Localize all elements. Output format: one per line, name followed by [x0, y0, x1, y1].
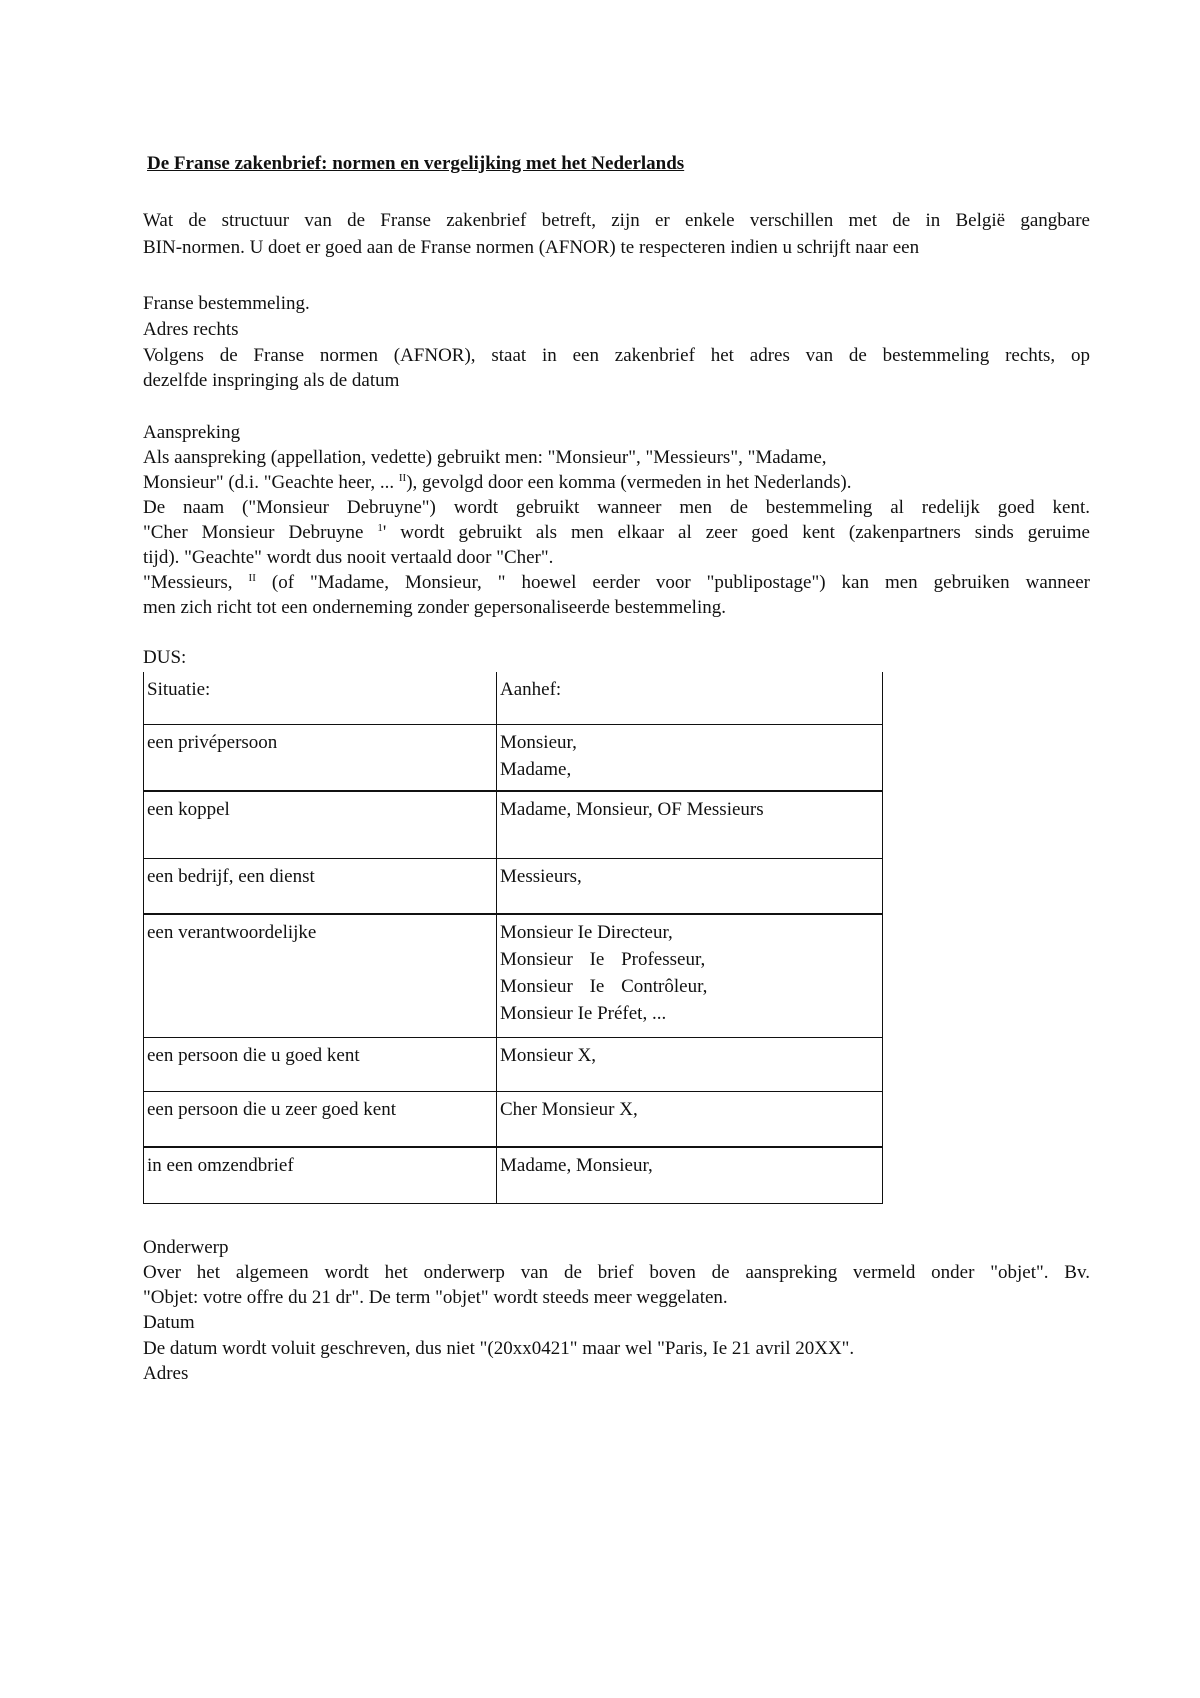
table-cell-situatie: een privépersoon	[144, 724, 497, 791]
aanspreking-line-1: Als aanspreking (appellation, vedette) gebruikt men: "Monsieur", "Messieurs", "Madame,	[143, 447, 827, 468]
footnote-marker: 1	[377, 522, 383, 534]
aanspreking-line-2	[143, 471, 852, 495]
footnote-marker: II	[398, 472, 407, 484]
aanhef-table	[143, 672, 883, 1204]
aanspreking-line-6-part-a: "Messieurs,	[143, 572, 249, 593]
aanhef-line: Madame,	[500, 758, 572, 780]
aanhef-line: Messieurs,	[500, 865, 582, 887]
dus-label: DUS:	[143, 647, 187, 668]
aanspreking-line-2-part-a: Monsieur" (d.i. "Geachte heer, ...	[143, 472, 399, 493]
table-cell-situatie: een persoon die u zeer goed kent	[144, 1091, 497, 1147]
table-cell-situatie: in een omzendbrief	[144, 1147, 497, 1203]
table-row	[144, 724, 883, 791]
table-row	[144, 1037, 883, 1091]
aanhef-line: Monsieur Ie Préfet, ...	[500, 1003, 667, 1024]
aanspreking-line-6	[143, 571, 1090, 595]
aanhef-line: Monsieur Ie Contrôleur,	[500, 976, 708, 997]
aanhef-line: Madame, Monsieur,	[500, 1155, 653, 1176]
aanspreking-line-2-part-b: ), gevolgd door een komma (vermeden in het Nederlands).	[406, 472, 852, 493]
onderwerp-line-2: "Objet: votre offre du 21 dr". De term "objet" wordt steeds meer weggelaten.	[143, 1287, 728, 1308]
aanhef-line: Monsieur Ie Directeur,	[500, 922, 673, 943]
intro-line-1: Wat de structuur van de Franse zakenbrief betreft, zijn er enkele verschillen met de in België gangbare	[143, 210, 1090, 231]
table-cell-aanhef	[497, 1037, 883, 1091]
aanspreking-line-4-part-a: "Cher Monsieur Debruyne	[143, 522, 378, 543]
table-cell-aanhef	[497, 914, 883, 1037]
table-cell-situatie: een koppel	[144, 791, 497, 858]
table-cell-aanhef	[497, 791, 883, 858]
aanspreking-line-5: tijd). "Geachte" wordt dus nooit vertaald door "Cher".	[143, 547, 554, 568]
adres-rechts-line-2: dezelfde inspringing als de datum	[143, 370, 400, 391]
table-cell-situatie: een persoon die u goed kent	[144, 1037, 497, 1091]
aanhef-line: Monsieur X,	[500, 1044, 597, 1066]
aanhef-line: Cher Monsieur X,	[500, 1098, 638, 1120]
datum-heading: Datum	[143, 1312, 195, 1333]
aanspreking-line-4-part-b: ' wordt gebruikt als men elkaar al zeer goed kent (zakenpartners sinds geruime	[382, 522, 1090, 543]
aanspreking-heading: Aanspreking	[143, 422, 241, 443]
table-cell-aanhef	[497, 1147, 883, 1203]
table-cell-situatie: een bedrijf, een dienst	[144, 858, 497, 914]
table-row	[144, 1091, 883, 1147]
adres-heading: Adres	[143, 1363, 189, 1384]
table-header-aanhef: Aanhef:	[497, 672, 883, 724]
table-cell-aanhef	[497, 724, 883, 791]
table-row	[144, 791, 883, 858]
aanspreking-line-7: men zich richt tot een onderneming zonder gepersonaliseerde bestemmeling.	[143, 597, 726, 618]
table-row	[144, 914, 883, 1037]
intro-line-3: Franse bestemmeling.	[143, 293, 310, 314]
aanhef-line: Monsieur,	[500, 731, 577, 753]
table-row	[144, 858, 883, 914]
adres-rechts-heading: Adres rechts	[143, 319, 239, 340]
onderwerp-line-1: Over het algemeen wordt het onderwerp van de brief boven de aanspreking vermeld onder "objet". Bv.	[143, 1262, 1090, 1283]
adres-rechts-line-1: Volgens de Franse normen (AFNOR), staat in een zakenbrief het adres van de bestemmeling rechts, op	[143, 345, 1090, 366]
intro-line-2: BIN-normen. U doet er goed aan de Franse normen (AFNOR) te respecteren indien u schrijft naar een	[143, 237, 920, 258]
table-header-row	[144, 672, 883, 724]
document-title: De Franse zakenbrief: normen en vergelijking met het Nederlands	[147, 153, 685, 174]
datum-line-1: De datum wordt voluit geschreven, dus niet "(20xx0421" maar wel "Paris, Ie 21 avril 20XX".	[143, 1338, 855, 1359]
table-cell-aanhef	[497, 858, 883, 914]
onderwerp-heading: Onderwerp	[143, 1237, 229, 1258]
aanspreking-line-3: De naam ("Monsieur Debruyne") wordt gebruikt wanneer men de bestemmeling al redelijk goed kent.	[143, 497, 1090, 518]
table-cell-situatie: een verantwoordelijke	[144, 914, 497, 1037]
table-header-situatie: Situatie:	[144, 672, 497, 724]
aanspreking-line-6-part-b: (of "Madame, Monsieur, " hoewel eerder voor "publipostage") kan men gebruiken wanneer	[255, 572, 1090, 593]
aanspreking-line-4	[143, 521, 1090, 545]
footnote-marker: II	[248, 572, 256, 584]
table-cell-aanhef	[497, 1091, 883, 1147]
table-row	[144, 1147, 883, 1203]
aanhef-line: Madame, Monsieur, OF Messieurs	[500, 799, 764, 820]
aanhef-line: Monsieur Ie Professeur,	[500, 949, 706, 970]
